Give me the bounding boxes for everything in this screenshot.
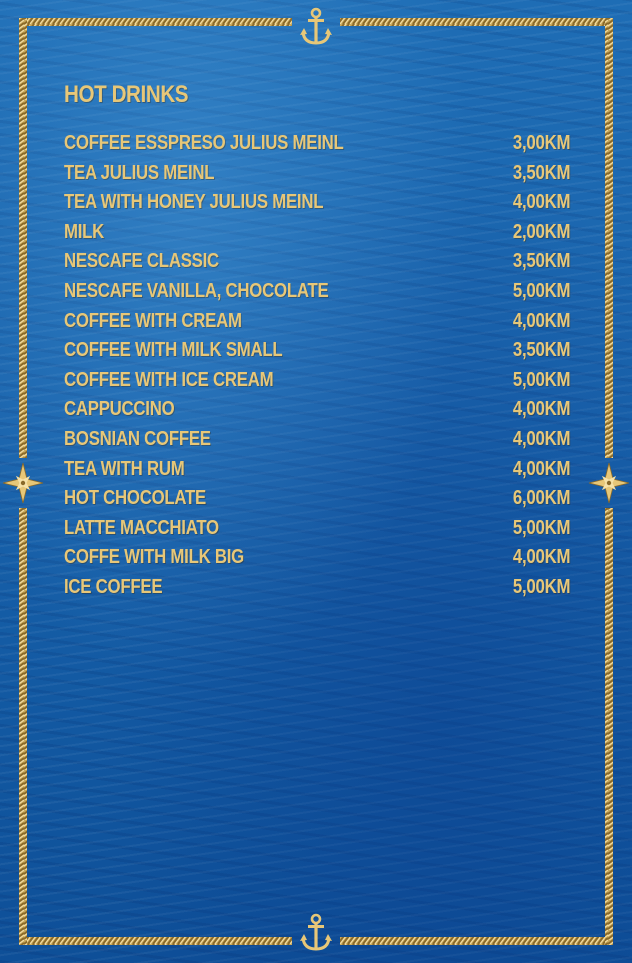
menu-item-name: BOSNIAN COFFEE [64, 427, 211, 450]
menu-item-name: COFFEE WITH MILK SMALL [64, 339, 283, 362]
menu-item-price: 6,00KM [512, 487, 570, 510]
menu-item [64, 428, 570, 458]
menu-item [64, 310, 570, 340]
rope-left-lower [19, 508, 27, 945]
menu-item-name: MILK [64, 220, 105, 243]
menu-item-price: 3,50KM [512, 339, 570, 362]
menu-item-price: 5,00KM [512, 279, 570, 302]
menu-item-price: 3,50KM [512, 250, 570, 273]
rope-right-lower [605, 508, 613, 945]
menu-item-price: 4,00KM [512, 398, 570, 421]
menu-section [64, 80, 570, 606]
menu-item [64, 280, 570, 310]
menu-item-name: COFFE WITH MILK BIG [64, 546, 244, 569]
menu-item-name: TEA WITH RUM [64, 457, 185, 480]
rope-top-left [20, 18, 292, 26]
rope-bottom-right [340, 937, 612, 945]
menu-item-price: 5,00KM [512, 575, 570, 598]
menu-item [64, 162, 570, 192]
menu-item-name: TEA WITH HONEY JULIUS MEINL [64, 191, 324, 214]
compass-star-icon [3, 463, 43, 503]
compass-star-icon [589, 463, 629, 503]
anchor-icon [300, 9, 332, 43]
menu-item-price: 4,00KM [512, 427, 570, 450]
menu-item-name: NESCAFE CLASSIC [64, 250, 219, 273]
menu-item-name: NESCAFE VANILLA, CHOCOLATE [64, 279, 329, 302]
menu-item [64, 517, 570, 547]
menu-item [64, 487, 570, 517]
menu-item [64, 398, 570, 428]
menu-title: HOT DRINKS [64, 81, 189, 108]
menu-item [64, 250, 570, 280]
menu-item-name: ICE COFFEE [64, 575, 163, 598]
menu-item [64, 339, 570, 369]
menu-item-price: 5,00KM [512, 516, 570, 539]
menu-item [64, 132, 570, 162]
menu-item [64, 369, 570, 399]
rope-bottom-left [20, 937, 292, 945]
rope-top-right [340, 18, 612, 26]
menu-item [64, 458, 570, 488]
menu-item-price: 4,00KM [512, 457, 570, 480]
menu-item-name: COFFEE ESSPRESO JULIUS MEINL [64, 132, 344, 154]
menu-item [64, 576, 570, 606]
menu-item-name: TEA JULIUS MEINL [64, 161, 215, 184]
menu-item-price: 3,50KM [512, 161, 570, 184]
rope-right-upper [605, 18, 613, 458]
menu-item-price: 3,00KM [512, 132, 570, 154]
menu-item-price: 4,00KM [512, 309, 570, 332]
menu-item-name: HOT CHOCOLATE [64, 487, 207, 510]
menu-item-name: CAPPUCCINO [64, 398, 175, 421]
menu-item-name: LATTE MACCHIATO [64, 516, 219, 539]
menu-item-price: 5,00KM [512, 368, 570, 391]
menu-item-name: COFFEE WITH CREAM [64, 309, 242, 332]
menu-item-price: 4,00KM [512, 546, 570, 569]
menu-item [64, 191, 570, 221]
menu-item-name: COFFEE WITH ICE CREAM [64, 368, 274, 391]
rope-left-upper [19, 18, 27, 458]
menu-item-list [64, 132, 570, 606]
menu-item-price: 4,00KM [512, 191, 570, 214]
menu-item [64, 546, 570, 576]
menu-item-price: 2,00KM [512, 220, 570, 243]
anchor-icon [300, 915, 332, 949]
menu-item [64, 221, 570, 251]
